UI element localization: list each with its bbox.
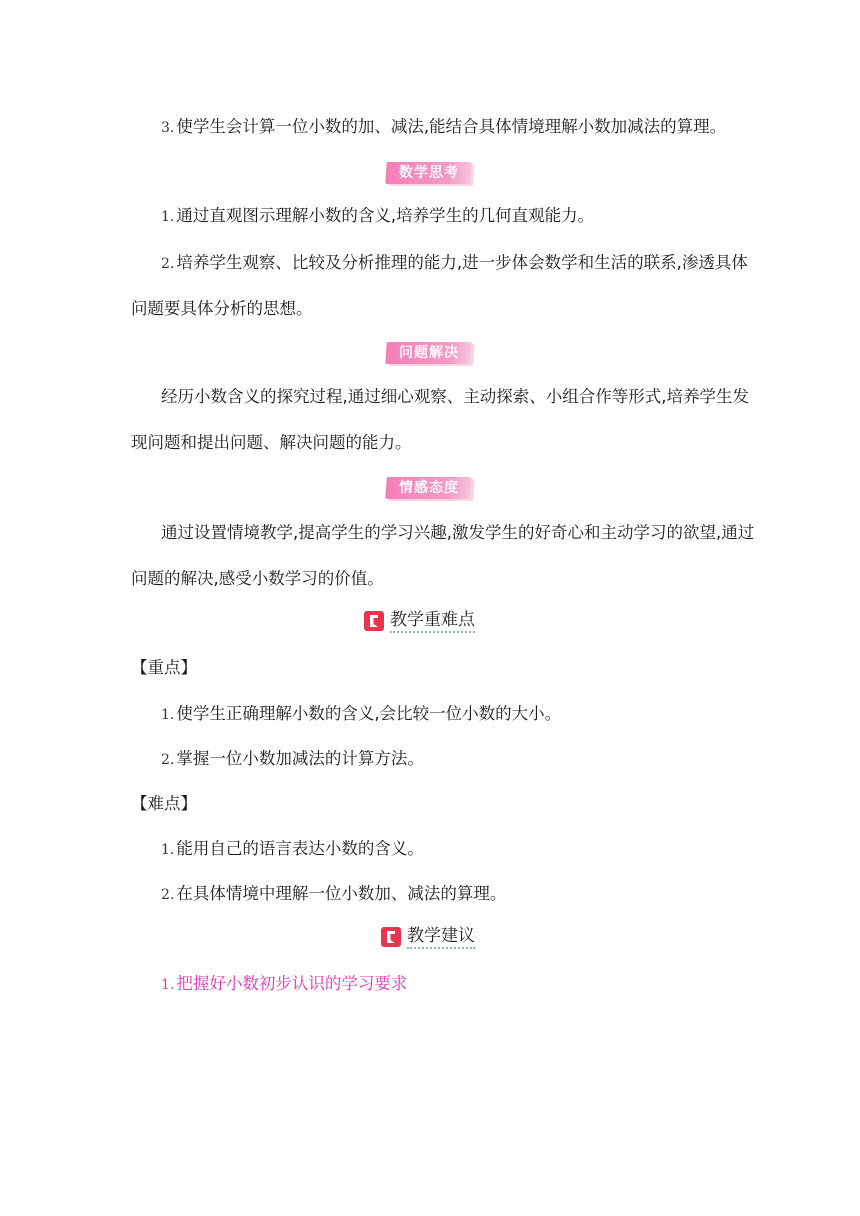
badge-label: 数学思考: [398, 165, 459, 181]
problem-solving-badge: [385, 342, 472, 364]
list-number: 2.: [161, 887, 175, 903]
problem-solving-line-2: [131, 432, 741, 454]
bookmark-icon: [364, 611, 384, 631]
emotion-attitude-line-2: [131, 568, 741, 590]
objective-text: 使学生会计算一位小数的加、减法,能结合具体情境理解小数加减法的算理。: [176, 117, 727, 136]
item-text: 问题要具体分析的思想。: [131, 299, 313, 318]
list-number: 1.: [161, 842, 175, 858]
list-number: 2.: [161, 752, 175, 768]
focus-label: [131, 657, 741, 679]
math-thinking-item-1: [161, 205, 771, 228]
item-text: 在具体情境中理解一位小数加、减法的算理。: [176, 884, 507, 903]
section-title: 教学重难点: [390, 610, 475, 633]
paragraph-text: 问题的解决,感受小数学习的价值。: [131, 569, 384, 588]
label-text: 【难点】: [131, 794, 197, 813]
list-number: 1.: [161, 707, 175, 723]
list-number: 3.: [161, 120, 175, 136]
math-thinking-item-2-line-1: [161, 252, 771, 275]
section-title: 教学建议: [407, 926, 475, 949]
item-text: 能用自己的语言表达小数的含义。: [176, 839, 424, 858]
difficulty-item-2: [161, 883, 771, 906]
emotion-attitude-line-1: [161, 522, 771, 544]
key-points-heading: [364, 608, 475, 634]
suggestions-heading: [381, 924, 475, 950]
difficulty-item-1: [161, 838, 771, 861]
math-thinking-badge: [385, 162, 472, 184]
focus-item-2: [161, 748, 771, 771]
paragraph-text: 经历小数含义的探究过程,通过细心观察、主动探索、小组合作等形式,培养学生发: [161, 387, 749, 406]
paragraph-text: 现问题和提出问题、解决问题的能力。: [131, 433, 412, 452]
problem-solving-line-1: [161, 386, 771, 408]
objective-item-3: [161, 116, 771, 139]
suggestion-item-1: [161, 973, 771, 996]
item-text: 使学生正确理解小数的含义,会比较一位小数的大小。: [176, 704, 562, 723]
list-number: 1.: [161, 977, 175, 993]
emotion-attitude-badge: [385, 477, 472, 499]
paragraph-text: 通过设置情境教学,提高学生的学习兴趣,激发学生的好奇心和主动学习的欲望,通过: [161, 523, 755, 542]
focus-item-1: [161, 703, 771, 726]
item-text: 培养学生观察、比较及分析推理的能力,进一步体会数学和生活的联系,渗透具体: [176, 253, 748, 272]
math-thinking-item-2-line-2: [131, 298, 741, 320]
badge-label: 情感态度: [398, 480, 459, 496]
badge-label: 问题解决: [398, 345, 459, 361]
item-text: 掌握一位小数加减法的计算方法。: [176, 749, 424, 768]
bookmark-icon: [381, 927, 401, 947]
item-text: 把握好小数初步认识的学习要求: [176, 974, 408, 993]
list-number: 2.: [161, 256, 175, 272]
difficulty-label: [131, 793, 741, 815]
item-text: 通过直观图示理解小数的含义,培养学生的几何直观能力。: [176, 206, 595, 225]
list-number: 1.: [161, 209, 175, 225]
label-text: 【重点】: [131, 658, 197, 677]
